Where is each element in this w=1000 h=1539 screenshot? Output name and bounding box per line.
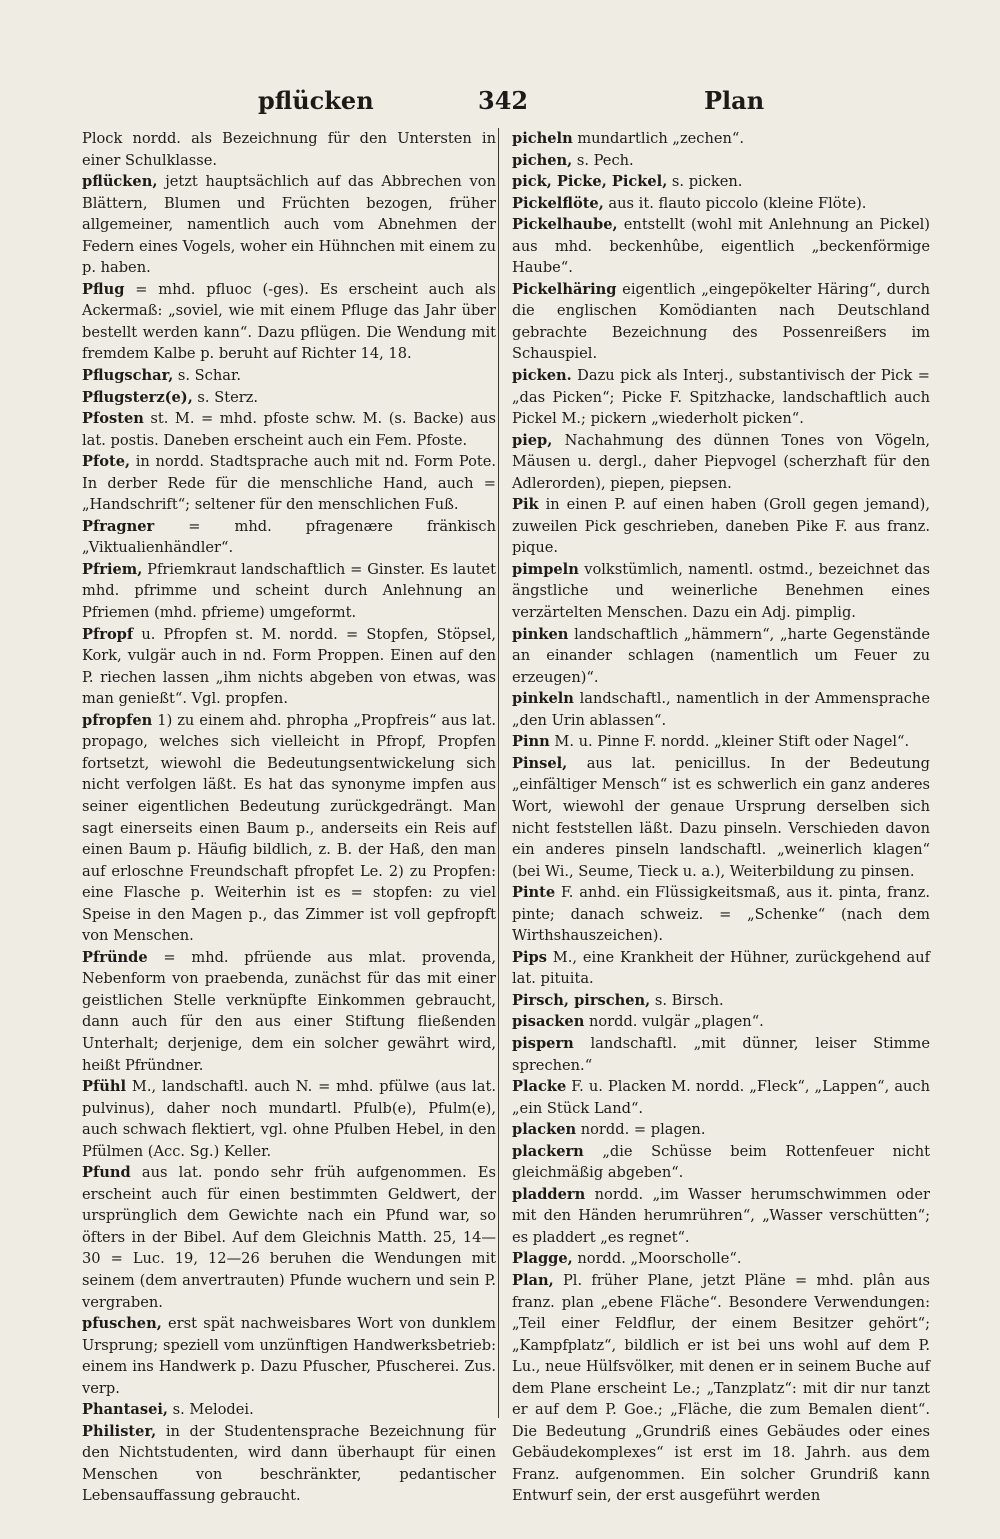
entry-text: Plock nordd. als Bezeichnung für den Untersten in einer Schulklasse. bbox=[82, 130, 496, 169]
headword: piep, bbox=[512, 431, 553, 449]
dictionary-entry bbox=[82, 1313, 496, 1399]
entry-text: F. u. Placken M. nordd. „Fleck“, „Lappen“, auch „ein Stück Land“. bbox=[512, 1078, 930, 1117]
dictionary-entry bbox=[82, 387, 496, 409]
dictionary-entry bbox=[82, 451, 496, 516]
dictionary-entry bbox=[512, 150, 930, 172]
headword: placken bbox=[512, 1121, 577, 1139]
entry-text: eigentlich „eingepökelter Häring“, durch die englischen Komödianten nach Deutschland gebrachte Bezeichnung des Possenreißers im Schauspiel. bbox=[512, 280, 930, 363]
dictionary-entry bbox=[82, 279, 496, 365]
dictionary-entry bbox=[512, 279, 930, 365]
dictionary-entry bbox=[82, 171, 496, 279]
entry-text: Pl. früher Plane, jetzt Pläne = mhd. plân aus franz. plan „ebene Fläche“. Besondere Verwendungen: „Teil einer Feldflur, der einem Besitzer gehört“; „Kampfplatz“, bildlich er ist bei uns wohl auf dem P. Lu., neue Hülfsvölker, mit denen er in seinem Buche auf dem Plane erscheint Le.; „Tanzplatz“: mit dir nur tanzt er auf dem P. Goe.; „Fläche, die zum Bemalen dient“. Die Bedeutung „Grundriß eines Gebäudes oder eines Gebäudekomplexes“ ist erst im 18. Jahrh. aus dem Franz. aufgenommen. Ein solcher Grundriß kann Entwurf sein, der erst ausgeführt werden bbox=[512, 1271, 930, 1505]
dictionary-entry bbox=[512, 753, 930, 882]
headword: Pips bbox=[512, 948, 547, 966]
entry-text: M., eine Krankheit der Hühner, zurückgehend auf lat. pituita. bbox=[512, 948, 930, 988]
entry-text: landschaftl., namentlich in der Ammensprache „den Urin ablassen“. bbox=[512, 690, 930, 729]
dictionary-entry bbox=[82, 624, 496, 710]
entry-text: landschaftl. „mit dünner, leiser Stimme sprechen.“ bbox=[512, 1034, 930, 1074]
entry-text: erst spät nachweisbares Wort von dunklem Ursprung; speziell vom unzünftigen Handwerksbetrieb: einem ins Handwerk p. Dazu Pfuscher, Pfuscherei. Zus. verp. bbox=[82, 1315, 496, 1397]
dictionary-entry bbox=[512, 1141, 930, 1184]
headword: Philister, bbox=[82, 1422, 157, 1440]
headword: Pfragner bbox=[82, 517, 155, 535]
page-number: 342 bbox=[478, 86, 529, 115]
entry-text: landschaftlich „hämmern“, „harte Gegenstände an einander schlagen (namentlich um Feuer zu erzeugen)“. bbox=[512, 625, 930, 686]
dictionary-entry bbox=[512, 214, 930, 279]
dictionary-entry bbox=[82, 365, 496, 387]
entry-text: aus it. flauto piccolo (kleine Flöte). bbox=[603, 194, 867, 212]
dictionary-entry bbox=[512, 1248, 930, 1270]
dictionary-entry bbox=[82, 408, 496, 451]
entry-text: nordd. „im Wasser herumschwimmen oder mit den Händen herumrühren“, „Wasser verschütten“; es pladdert „es regnet“. bbox=[512, 1185, 930, 1246]
header-last-word: Plan bbox=[704, 86, 765, 115]
headword: Pfriem, bbox=[82, 560, 143, 578]
headword: Pik bbox=[512, 496, 539, 514]
entry-text: jetzt hauptsächlich auf das Abbrechen von Blättern, Blumen und Früchten bezogen, früher allgemeiner, namentlich auch vom Abnehmen der Federn eines Vogels, woher ein Hühnchen mit einem zu p. haben. bbox=[82, 173, 496, 277]
entry-text: st. M. = mhd. pfoste schw. M. (s. Backe) aus lat. postis. Daneben erscheint auch ein Fem. Pfoste. bbox=[82, 410, 496, 449]
entry-text: s. Schar. bbox=[173, 367, 241, 385]
entry-text: F. anhd. ein Flüssigkeitsmaß, aus it. pinta, franz. pinte; danach schweiz. = „Schenke“ (nach dem Wirthshauszeichen). bbox=[512, 884, 930, 945]
entry-text: entstellt (wohl mit Anlehnung an Pickel) aus mhd. beckenhûbe, eigentlich „beckenförmige Haube“. bbox=[512, 216, 930, 277]
headword: pimpeln bbox=[512, 560, 579, 578]
headword: Pflugschar, bbox=[82, 367, 174, 385]
entry-text: Pfriemkraut landschaftlich = Ginster. Es lautet mhd. pfrimme und scheint durch Anlehnung an Pfriemen (mhd. pfrieme) umgeformt. bbox=[82, 560, 496, 622]
dictionary-entry bbox=[82, 1162, 496, 1313]
dictionary-entry bbox=[512, 365, 930, 430]
dictionary-entry bbox=[512, 494, 930, 559]
headword: Pirsch, pirschen, bbox=[512, 991, 651, 1009]
headword: Pfühl bbox=[82, 1078, 127, 1096]
dictionary-entry bbox=[82, 128, 496, 171]
headword: pichen, bbox=[512, 151, 573, 169]
headword: Pinn bbox=[512, 733, 550, 751]
entry-text: M. u. Pinne F. nordd. „kleiner Stift oder Nagel“. bbox=[549, 733, 910, 751]
entry-text: s. Sterz. bbox=[192, 388, 259, 406]
headword: pisacken bbox=[512, 1013, 585, 1031]
headword: Pflugsterz(e), bbox=[82, 388, 193, 406]
headword: Pflug bbox=[82, 280, 125, 298]
dictionary-entry bbox=[82, 1076, 496, 1162]
entry-text: „die Schüsse beim Rottenfeuer nicht gleichmäßig abgeben“. bbox=[512, 1142, 930, 1182]
entry-text: = mhd. pfluoc (-ges). Es erscheint auch als Ackermaß: „soviel, wie mit einem Pfluge das Jahr über bestellt werden kann“. Dazu pflügen. Die Wendung mit fremdem Kalbe p. beruht auf Richter 14, 18. bbox=[82, 280, 496, 363]
dictionary-entry bbox=[512, 1033, 930, 1076]
dictionary-entry bbox=[512, 990, 930, 1012]
headword: pick, Picke, Pickel, bbox=[512, 173, 668, 191]
headword: pflücken, bbox=[82, 173, 158, 191]
headword: pfuschen, bbox=[82, 1315, 162, 1333]
dictionary-entry bbox=[512, 688, 930, 731]
entry-text: volkstümlich, namentl. ostmd., bezeichnet das ängstliche und weinerliche Benehmen eines verzärtelten Menschen. Dazu ein Adj. pimplig. bbox=[512, 560, 930, 622]
dictionary-entry bbox=[512, 171, 930, 193]
dictionary-entry bbox=[512, 1011, 930, 1033]
headword: pinkeln bbox=[512, 690, 574, 708]
headword: Placke bbox=[512, 1078, 567, 1096]
entry-text: s. Birsch. bbox=[650, 991, 724, 1009]
headword: Pickelflöte, bbox=[512, 194, 604, 212]
headword: pladdern bbox=[512, 1185, 586, 1203]
headword: Pfropf bbox=[82, 625, 134, 643]
headword: Plan, bbox=[512, 1271, 554, 1289]
dictionary-entry bbox=[512, 193, 930, 215]
right-column bbox=[512, 128, 930, 1507]
dictionary-entry bbox=[82, 1399, 496, 1421]
headword: plackern bbox=[512, 1142, 584, 1160]
headword: Pfründe bbox=[82, 948, 148, 966]
entry-text: nordd. = plagen. bbox=[576, 1121, 706, 1139]
dictionary-entry bbox=[512, 731, 930, 753]
headword: Pickelhäring bbox=[512, 280, 617, 298]
entry-text: aus lat. penicillus. In der Bedeutung „einfältiger Mensch“ ist es schwerlich ein ganz anderes Wort, wiewohl der genaue Ursprung derselben sich nicht feststellen läßt. Dazu pinseln. Verschieden davon ein anderes pinseln landschaftl. „weinerlich klagen“ (bei Wi., Seume, Tieck u. a.), Weiterbildung zu pinsen. bbox=[512, 754, 930, 880]
dictionary-entry bbox=[512, 1184, 930, 1249]
entry-text: s. Pech. bbox=[572, 151, 634, 169]
headword: Plagge, bbox=[512, 1250, 573, 1268]
entry-text: s. Melodei. bbox=[167, 1401, 254, 1419]
headword: Phantasei, bbox=[82, 1401, 168, 1419]
dictionary-entry bbox=[512, 624, 930, 689]
dictionary-entry bbox=[512, 559, 930, 624]
entry-text: in nordd. Stadtsprache auch mit nd. Form Pote. In derber Rede für die menschliche Hand, auch = „Handschrift“; seltener für den menschlichen Fuß. bbox=[82, 453, 496, 514]
headword: Pinsel, bbox=[512, 754, 568, 772]
entry-text: nordd. vulgär „plagen“. bbox=[584, 1013, 764, 1031]
entry-text: 1) zu einem ahd. phropha „Propfreis“ aus lat. propago, welches sich vielleicht in Pfropf, Propfen fortsetzt, wiewohl die Bedeutungsentwickelung sich nicht verfolgen läßt. Es hat das synonyme impfen aus seiner eigentlichen Bedeutung zurückgedrängt. Man sagt einerseits einen Baum p., anderseits ein Reis auf einen Baum p. Häufig bildlich, z. B. der Haß, den man auf erloschne Freundschaft pfropfet Le. 2) zu Propfen: eine Flasche p. Weiterhin ist es = stopfen: zu viel Speise in den Magen p., das Zimmer ist voll gepfropft von Menschen. bbox=[82, 711, 496, 945]
entry-text: M., landschaftl. auch N. = mhd. pfülwe (aus lat. pulvinus), daher noch mundartl. Pfulb(e), Pfulm(e), auch schwach flektiert, vgl. ohne Pfulben Hebel, in den Pfülmen (Acc. Sg.) Keller. bbox=[82, 1078, 496, 1160]
headword: Pickelhaube, bbox=[512, 216, 618, 234]
headword: picken. bbox=[512, 367, 572, 385]
dictionary-entry bbox=[512, 1119, 930, 1141]
entry-text: Nachahmung des dünnen Tones von Vögeln, Mäusen u. dergl., daher Piepvogel (scherzhaft für den Adlerorden), piepen, piepsen. bbox=[512, 431, 930, 492]
entry-text: nordd. „Moorscholle“. bbox=[572, 1250, 742, 1268]
dictionary-entry bbox=[512, 430, 930, 495]
headword: Pfote, bbox=[82, 453, 131, 471]
headword: pfropfen bbox=[82, 711, 153, 729]
entry-text: = mhd. pfragenære fränkisch „Viktualienhändler“. bbox=[82, 517, 496, 557]
entry-text: mundartlich „zechen“. bbox=[572, 130, 744, 147]
entry-text: u. Pfropfen st. M. nordd. = Stopfen, Stöpsel, Kork, vulgär auch in nd. Form Proppen. Einen auf den P. riechen lassen „ihm nichts abgeben von etwas, was man genießt“. Vgl. propfen. bbox=[82, 625, 496, 708]
headword: Pfund bbox=[82, 1164, 131, 1182]
dictionary-entry bbox=[512, 1076, 930, 1119]
dictionary-entry bbox=[512, 947, 930, 990]
dictionary-entry bbox=[512, 1270, 930, 1507]
headword: pispern bbox=[512, 1034, 574, 1052]
dictionary-entry bbox=[512, 882, 930, 947]
headword: pinken bbox=[512, 625, 569, 643]
entry-text: s. picken. bbox=[667, 173, 743, 191]
headword: Pfosten bbox=[82, 410, 144, 428]
dictionary-entry bbox=[512, 128, 930, 150]
column-divider bbox=[498, 128, 499, 1418]
dictionary-entry bbox=[82, 1421, 496, 1507]
entry-text: in der Studentensprache Bezeichnung für den Nichtstudenten, wird dann überhaupt für einen Menschen von beschränkter, pedantischer Lebensauffassung gebraucht. bbox=[82, 1422, 496, 1505]
dictionary-entry bbox=[82, 947, 496, 1076]
running-header bbox=[80, 78, 940, 118]
entry-text: in einen P. auf einen haben (Groll gegen jemand), zuweilen Pick geschrieben, daneben Pike F. aus franz. pique. bbox=[512, 496, 930, 557]
entry-text: = mhd. pfrüende aus mlat. provenda, Nebenform von praebenda, zunächst für das mit einer geistlichen Stelle verknüpfte Einkommen gebraucht, dann auch für den aus einer Stiftung fließenden Unterhalt; derjenige, dem ein solcher gewährt wird, heißt Pfründner. bbox=[82, 948, 496, 1074]
header-first-word: pflücken bbox=[258, 86, 374, 115]
dictionary-entry bbox=[82, 516, 496, 559]
entry-text: Dazu pick als Interj., substantivisch der Pick = „das Picken“; Picke F. Spitzhacke, landschaftlich auch Pickel M.; pickern „wiederholt picken“. bbox=[512, 367, 930, 428]
dictionary-entry bbox=[82, 710, 496, 947]
entry-text: aus lat. pondo sehr früh aufgenommen. Es erscheint auch für einen bestimmten Geldwert, der ursprünglich dem Gewichte nach ein Pfund war, so öfters in der Bibel. Auf dem Gleichnis Matth. 25, 14—30 = Luc. 19, 12—26 beruhen die Wendungen mit seinem (dem anvertrauten) Pfunde wuchern und sein P. vergraben. bbox=[82, 1164, 496, 1311]
headword: Pinte bbox=[512, 884, 556, 902]
headword: picheln bbox=[512, 130, 573, 147]
left-column bbox=[82, 128, 496, 1507]
dictionary-entry bbox=[82, 559, 496, 624]
